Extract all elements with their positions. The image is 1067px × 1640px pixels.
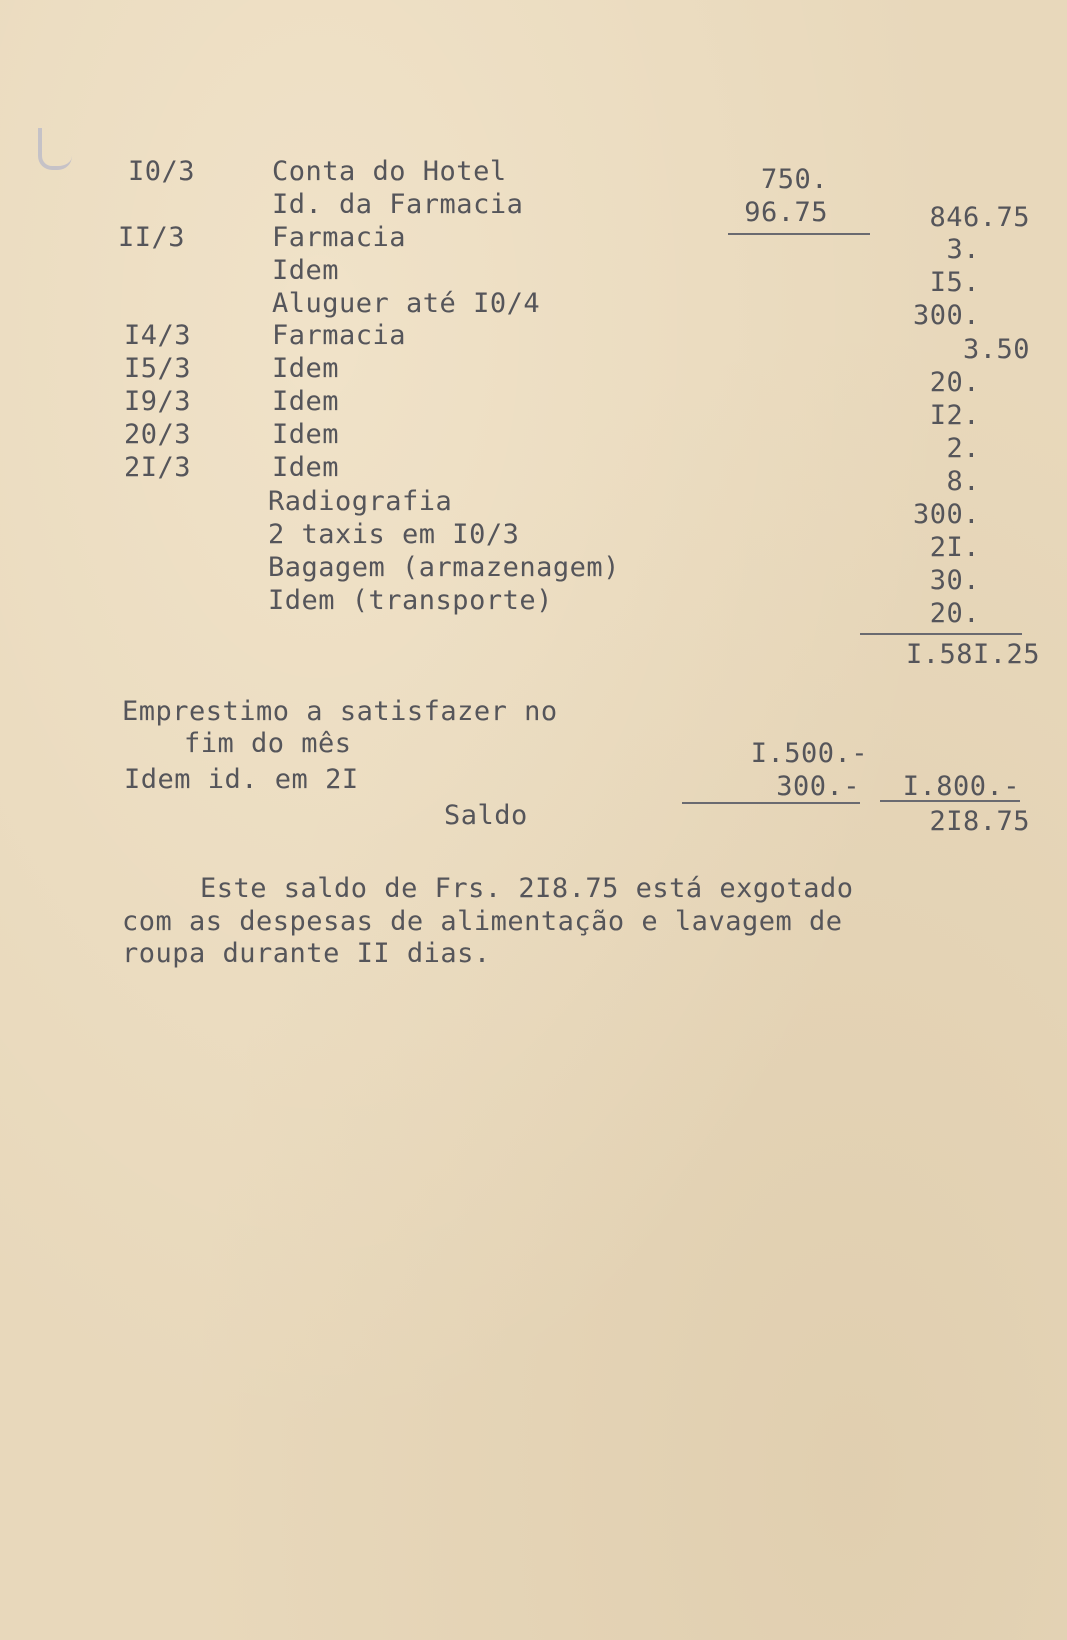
entry-description: Id. da Farmacia (272, 189, 524, 220)
note-line: Este saldo de Frs. 2I8.75 está exgotado (200, 873, 854, 904)
grand-total: I.58I.25 (905, 639, 1040, 670)
entry-amount: 3. (946, 234, 980, 265)
entry-description: Radiografia (268, 486, 453, 517)
entry-amount: I5. (929, 267, 980, 298)
loan-sum: I.800.- (902, 771, 1020, 802)
paperclip-mark (38, 128, 72, 170)
entry-description: Bagagem (armazenagem) (268, 552, 620, 583)
entry-amount: 300. (912, 300, 980, 331)
saldo-label: Saldo (444, 800, 528, 831)
entry-description: Idem (272, 419, 340, 450)
entry-date: I9/3 (124, 386, 192, 417)
entry-subamount: 750. (760, 164, 828, 195)
loan-text: fim do mês (184, 728, 352, 759)
loan-text: Emprestimo a satisfazer no (122, 696, 558, 727)
entry-description: Aluguer até I0/4 (272, 288, 541, 319)
loan-amount: 300.- (776, 771, 860, 802)
entry-amount: 3.50 (962, 334, 1030, 365)
entry-date: 2I/3 (124, 452, 192, 483)
loan-sum-rule (880, 800, 1020, 802)
entry-description: Idem (transporte) (268, 585, 553, 616)
saldo-value: 2I8.75 (929, 806, 1030, 837)
entry-description: Idem (272, 386, 340, 417)
entry-description: Idem (272, 353, 340, 384)
entry-amount: 8. (946, 466, 980, 497)
loan-amount: I.500.- (750, 738, 868, 769)
entry-amount: 30. (929, 565, 980, 596)
entry-date: II/3 (118, 222, 186, 253)
loan-rule (682, 802, 860, 804)
entry-amount: 2. (946, 433, 980, 464)
entry-description: Conta do Hotel (272, 156, 507, 187)
entry-amount: 300. (912, 499, 980, 530)
entry-amount: 846.75 (929, 202, 1030, 233)
entry-date: I4/3 (124, 320, 192, 351)
entry-amount: 20. (929, 367, 980, 398)
subtotal-rule (728, 233, 870, 235)
entry-description: Farmacia (272, 320, 407, 351)
entry-description: Idem (272, 255, 340, 286)
entry-description: Farmacia (272, 222, 407, 253)
entry-date: I5/3 (124, 353, 192, 384)
entry-amount: 2I. (929, 532, 980, 563)
entry-amount: I2. (929, 400, 980, 431)
entry-description: 2 taxis em I0/3 (268, 519, 520, 550)
note-line: com as despesas de alimentação e lavagem de (122, 906, 843, 937)
note-line: roupa durante II dias. (122, 938, 491, 969)
entry-date: 20/3 (124, 419, 192, 450)
loan-text: Idem id. em 2I (124, 764, 359, 795)
entry-subamount: 96.75 (744, 197, 828, 228)
entry-description: Idem (272, 452, 340, 483)
total-rule (860, 633, 1022, 635)
entry-date: I0/3 (128, 156, 196, 187)
entry-amount: 20. (929, 598, 980, 629)
